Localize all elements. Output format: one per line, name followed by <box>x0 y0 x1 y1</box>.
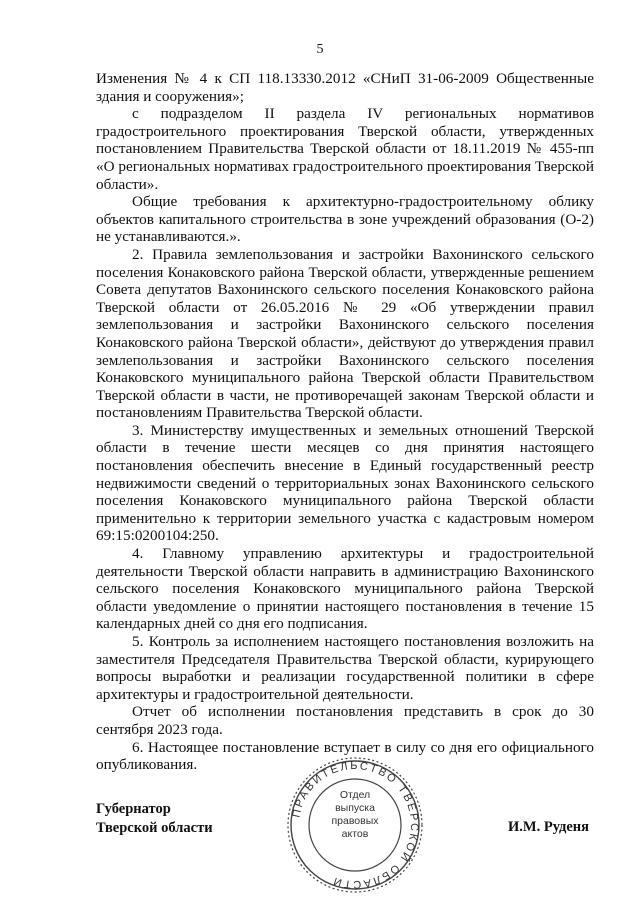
stamp-center-line: Отдел <box>339 789 371 801</box>
stamp-center-text <box>315 789 395 841</box>
stamp-center-line: правовых <box>331 815 379 827</box>
signatory-title-line: Тверской области <box>96 820 213 836</box>
signatory-name: И.М. Руденя <box>508 819 590 835</box>
paragraph: с подразделом II раздела IV региональных нормативов градостроительного проектирования Тверской области, утвержденных постановлением Правительства Тверской области от 18.11.2019 № 455-пп «О региональных нормативах градостроительного проектирования Тверской области». <box>96 105 594 193</box>
paragraph: Общие требования к архитектурно-градостроительному облику объектов капитального строительства в зоне учреждений образования (О-2) не устанавливаются.». <box>96 193 594 246</box>
paragraph: 5. Контроль за исполнением настоящего постановления возложить на заместителя Председателя Правительства Тверской области, курирующего вопросы выработки и реализации государственной политики в сфере архитектуры и градостроительной деятельности. <box>96 633 594 703</box>
stamp-center-line: выпуска <box>335 802 375 814</box>
stamp-center-line: актов <box>341 828 369 840</box>
paragraph: Отчет об исполнении постановления представить в срок до 30 сентября 2023 года. <box>96 703 594 738</box>
signatory-title-line: Губернатор <box>96 801 171 817</box>
page-number: 5 <box>316 42 324 57</box>
paragraph: 2. Правила землепользования и застройки Вахонинского сельского поселения Конаковского района Тверской области, утвержденные решением Совета депутатов Вахонинского сельского поселения Конаковского района Тверской области от 26.05.2016 № 29 «Об утверждении правил землепользования и застройки Вахонинского сельского поселения Конаковского района Тверской области», действуют до утверждения правил землепользования и застройки Вахонинского сельского поселения Конаковского муниципального района Тверской области Правительством Тверской области в части, не противоречащей законам Тверской области и постановлениям Правительства Тверской области. <box>96 245 594 422</box>
signatory-title <box>96 800 213 838</box>
paragraph: Изменения № 4 к СП 118.13330.2012 «СНиП 31-06-2009 Общественные здания и сооружения»; <box>96 70 594 105</box>
stamp-ring-text: ПРАВИТЕЛЬСТВО ТВЕРСКОЙ ОБЛАСТИ <box>290 759 421 891</box>
paragraph: 6. Настоящее постановление вступает в силу со дня его официального опубликования. <box>96 738 594 774</box>
paragraph: 4. Главному управлению архитектуры и градостроительной деятельности Тверской области направить в администрацию Вахонинского сельского поселения Конаковского муниципального района Тверской области уведомление о принятии настоящего постановления в течение 15 календарных дней со дня его подписания. <box>96 545 594 633</box>
official-stamp <box>285 755 425 895</box>
document-body <box>96 70 594 774</box>
paragraph: 3. Министерству имущественных и земельных отношений Тверской области в течение шести месяцев со дня принятия настоящего постановления обеспечить внесение в Единый государственный реестр недвижимости сведений о территориальных зонах Вахонинского сельского поселения Конаковского муниципального района Тверской области применительно к территории земельного участка с кадастровым номером 69:15:0200104:250. <box>96 421 594 545</box>
